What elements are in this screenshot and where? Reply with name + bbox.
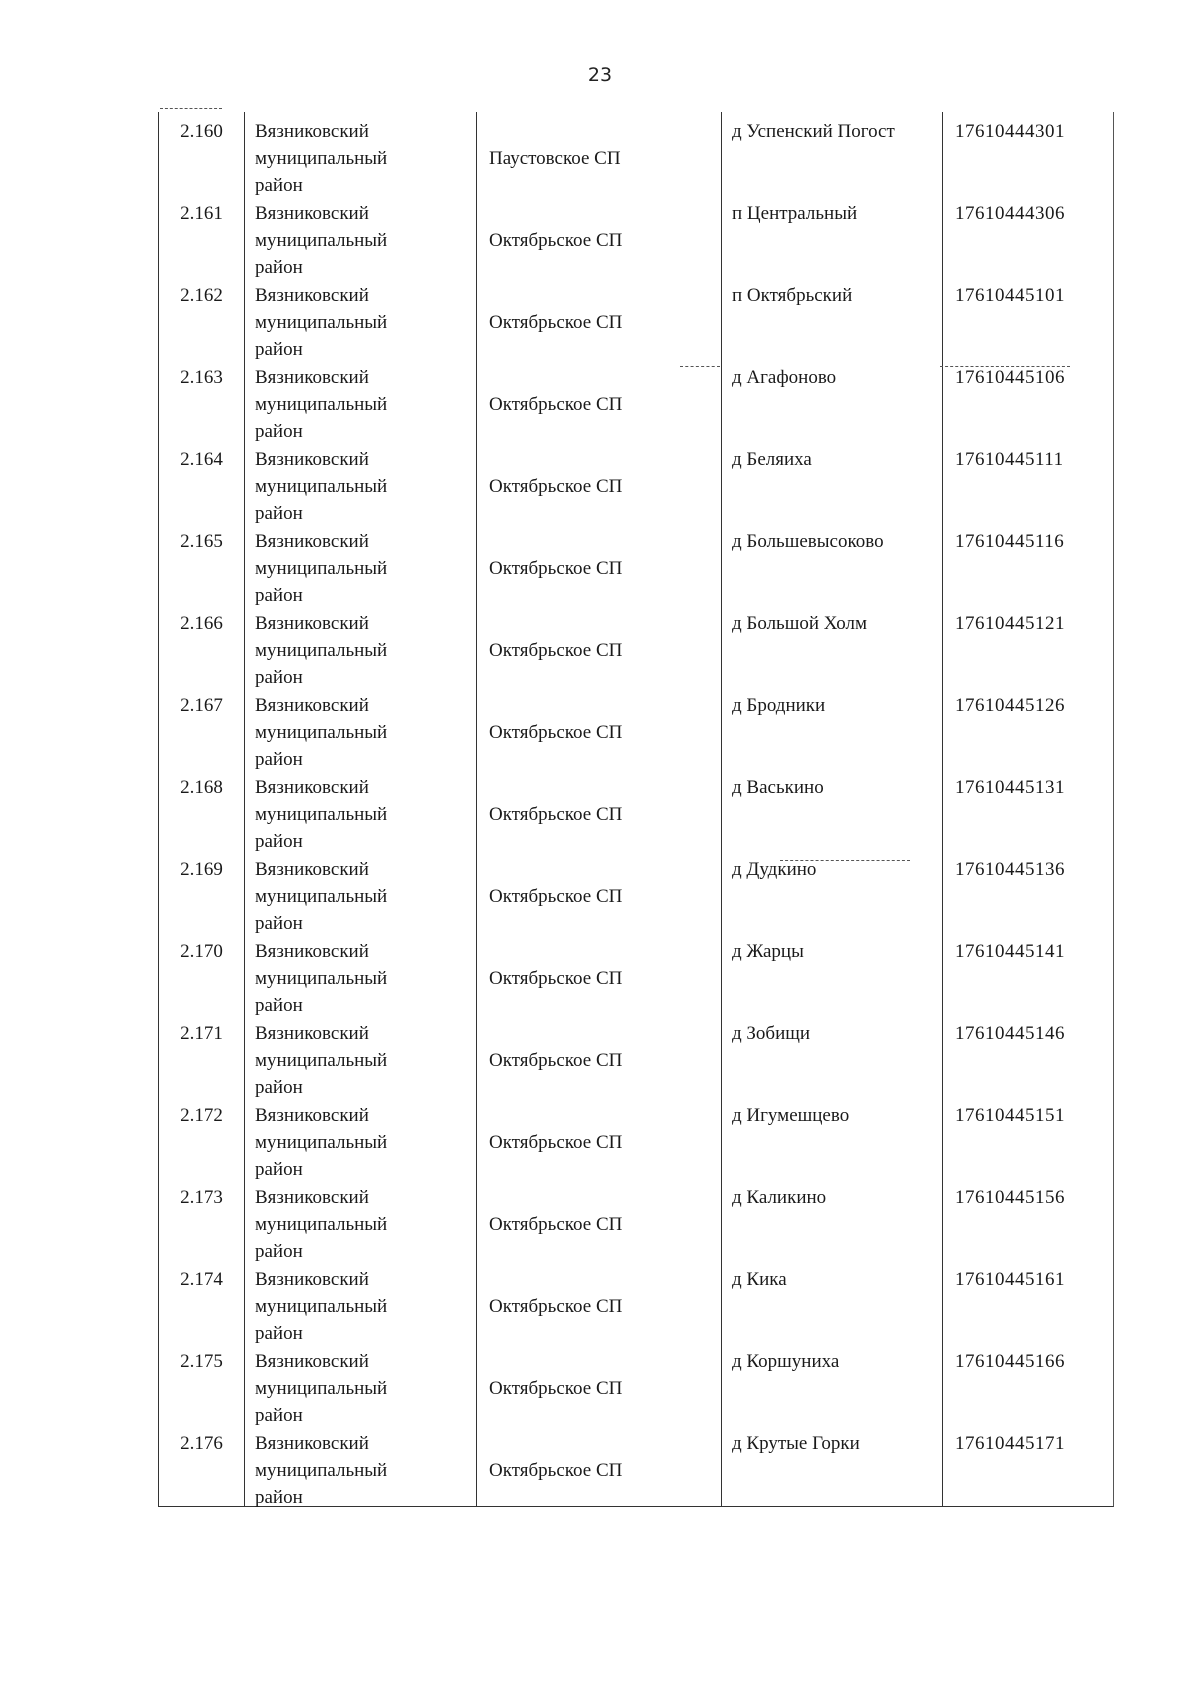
row-number: 2.160 [159, 112, 245, 194]
oktmo-code-cell: 17610445151 [955, 1105, 1065, 1126]
row-number: 2.174 [159, 1260, 245, 1342]
district-line: район [255, 1487, 303, 1508]
place-cell: д Зобищи [722, 1014, 943, 1096]
district-line: Вязниковский [255, 367, 369, 388]
district-line: район [255, 585, 303, 606]
row-number: 2.164 [159, 440, 245, 522]
row-number: 2.176 [159, 1424, 245, 1506]
settlement-cell: Октябрьское СП [477, 1424, 722, 1506]
district-line: район [255, 667, 303, 688]
district-cell [245, 850, 477, 932]
place-cell: д Большевысоково [722, 522, 943, 604]
oktmo-code-cell: 17610445161 [955, 1269, 1065, 1290]
oktmo-code-cell: 17610445141 [955, 941, 1065, 962]
district-cell [245, 1014, 477, 1096]
table-row [159, 1424, 1113, 1506]
place-cell: д Крутые Горки [722, 1424, 943, 1506]
oktmo-code-cell: 17610445101 [955, 285, 1065, 306]
settlement-cell: Октябрьское СП [477, 440, 722, 522]
district-line: район [255, 339, 303, 360]
settlement-cell: Октябрьское СП [477, 194, 722, 276]
row-number: 2.167 [159, 686, 245, 768]
district-cell [245, 1178, 477, 1260]
settlement-cell: Октябрьское СП [477, 1342, 722, 1424]
settlement-cell: Октябрьское СП [477, 358, 722, 440]
district-line: район [255, 831, 303, 852]
district-cell [245, 194, 477, 276]
district-cell [245, 604, 477, 686]
place-cell: д Беляиха [722, 440, 943, 522]
place-cell: д Агафоново [722, 358, 943, 440]
district-line: муниципальный [255, 640, 388, 661]
oktmo-code-cell: 17610445171 [955, 1433, 1065, 1454]
district-line: муниципальный [255, 1296, 388, 1317]
district-cell [245, 1342, 477, 1424]
district-line: Вязниковский [255, 695, 369, 716]
row-number: 2.172 [159, 1096, 245, 1178]
district-line: Вязниковский [255, 1105, 369, 1126]
place-cell: д Кика [722, 1260, 943, 1342]
table-row [159, 1014, 1113, 1096]
district-cell [245, 1096, 477, 1178]
district-line: Вязниковский [255, 285, 369, 306]
table-row [159, 850, 1113, 932]
table-row [159, 440, 1113, 522]
district-line: муниципальный [255, 1214, 388, 1235]
district-line: муниципальный [255, 886, 388, 907]
district-line: Вязниковский [255, 121, 369, 142]
row-number: 2.169 [159, 850, 245, 932]
district-line: муниципальный [255, 312, 388, 333]
settlement-cell: Октябрьское СП [477, 768, 722, 850]
district-line: Вязниковский [255, 531, 369, 552]
oktmo-code-cell: 17610444301 [955, 121, 1065, 142]
district-line: район [255, 503, 303, 524]
place-cell: п Октябрьский [722, 276, 943, 358]
table-row [159, 932, 1113, 1014]
district-line: муниципальный [255, 804, 388, 825]
table-row [159, 194, 1113, 276]
table-row [159, 112, 1113, 194]
district-cell [245, 112, 477, 194]
scan-artifact [780, 860, 910, 861]
table-row [159, 522, 1113, 604]
table-row [159, 686, 1113, 768]
table-row [159, 768, 1113, 850]
district-line: Вязниковский [255, 941, 369, 962]
district-line: район [255, 175, 303, 196]
district-line: район [255, 1323, 303, 1344]
settlement-cell: Октябрьское СП [477, 604, 722, 686]
place-cell: д Игумешцево [722, 1096, 943, 1178]
district-line: район [255, 749, 303, 770]
district-cell [245, 358, 477, 440]
place-cell: д Васькино [722, 768, 943, 850]
district-line: Вязниковский [255, 777, 369, 798]
row-number: 2.171 [159, 1014, 245, 1096]
district-line: район [255, 421, 303, 442]
oktmo-code-cell: 17610445131 [955, 777, 1065, 798]
place-cell: д Большой Холм [722, 604, 943, 686]
oktmo-code-cell: 17610445106 [955, 367, 1065, 388]
district-line: муниципальный [255, 476, 388, 497]
district-cell [245, 522, 477, 604]
row-number: 2.166 [159, 604, 245, 686]
district-line: муниципальный [255, 1378, 388, 1399]
district-cell [245, 932, 477, 1014]
table-row [159, 276, 1113, 358]
row-number: 2.173 [159, 1178, 245, 1260]
place-cell: п Центральный [722, 194, 943, 276]
district-line: Вязниковский [255, 859, 369, 880]
table-row [159, 1178, 1113, 1260]
settlement-cell: Октябрьское СП [477, 1014, 722, 1096]
row-number: 2.162 [159, 276, 245, 358]
oktmo-code-cell: 17610445166 [955, 1351, 1065, 1372]
place-cell: д Коршуниха [722, 1342, 943, 1424]
table-row [159, 358, 1113, 440]
district-line: район [255, 913, 303, 934]
row-number: 2.168 [159, 768, 245, 850]
settlement-cell: Октябрьское СП [477, 686, 722, 768]
page-number: 23 [587, 64, 613, 86]
district-line: муниципальный [255, 722, 388, 743]
table-row [159, 1096, 1113, 1178]
settlement-cell: Октябрьское СП [477, 276, 722, 358]
district-line: Вязниковский [255, 613, 369, 634]
place-cell: д Успенский Погост [722, 112, 943, 194]
place-cell: д Каликино [722, 1178, 943, 1260]
place-cell: д Бродники [722, 686, 943, 768]
district-line: район [255, 1159, 303, 1180]
district-line: муниципальный [255, 1132, 388, 1153]
scan-artifact [940, 366, 1070, 367]
district-line: Вязниковский [255, 1351, 369, 1372]
row-number: 2.175 [159, 1342, 245, 1424]
district-line: Вязниковский [255, 1187, 369, 1208]
table-row [159, 1260, 1113, 1342]
table-row [159, 1342, 1113, 1424]
scan-artifact [160, 108, 222, 109]
district-line: район [255, 1241, 303, 1262]
row-number: 2.161 [159, 194, 245, 276]
district-line: район [255, 995, 303, 1016]
oktmo-code-cell: 17610445116 [955, 531, 1065, 552]
district-cell [245, 440, 477, 522]
district-line: муниципальный [255, 394, 388, 415]
district-line: Вязниковский [255, 1023, 369, 1044]
district-line: район [255, 1405, 303, 1426]
district-cell [245, 686, 477, 768]
oktmo-code-cell: 17610444306 [955, 203, 1065, 224]
scan-artifact [680, 366, 720, 367]
settlement-cell: Октябрьское СП [477, 1096, 722, 1178]
district-cell [245, 1424, 477, 1506]
settlement-cell: Октябрьское СП [477, 1260, 722, 1342]
settlement-cell: Октябрьское СП [477, 850, 722, 932]
district-line: муниципальный [255, 1050, 388, 1071]
place-cell: д Жарцы [722, 932, 943, 1014]
oktmo-code-cell: 17610445136 [955, 859, 1065, 880]
district-line: муниципальный [255, 148, 388, 169]
district-line: Вязниковский [255, 1269, 369, 1290]
oktmo-code-cell: 17610445121 [955, 613, 1065, 634]
district-line: район [255, 257, 303, 278]
district-line: район [255, 1077, 303, 1098]
district-cell [245, 768, 477, 850]
row-number: 2.170 [159, 932, 245, 1014]
district-cell [245, 1260, 477, 1342]
oktmo-code-cell: 17610445156 [955, 1187, 1065, 1208]
district-line: муниципальный [255, 1460, 388, 1481]
district-line: муниципальный [255, 558, 388, 579]
place-cell: д Дудкино [722, 850, 943, 932]
district-line: Вязниковский [255, 1433, 369, 1454]
settlement-cell: Паустовское СП [477, 112, 722, 194]
district-cell [245, 276, 477, 358]
row-number: 2.163 [159, 358, 245, 440]
settlements-table [158, 112, 1114, 1507]
district-line: Вязниковский [255, 449, 369, 470]
district-line: Вязниковский [255, 203, 369, 224]
row-number: 2.165 [159, 522, 245, 604]
table-row [159, 604, 1113, 686]
oktmo-code-cell: 17610445146 [955, 1023, 1065, 1044]
district-line: муниципальный [255, 968, 388, 989]
oktmo-code-cell: 17610445126 [955, 695, 1065, 716]
settlement-cell: Октябрьское СП [477, 1178, 722, 1260]
settlement-cell: Октябрьское СП [477, 932, 722, 1014]
district-line: муниципальный [255, 230, 388, 251]
oktmo-code-cell: 17610445111 [955, 449, 1064, 470]
settlement-cell: Октябрьское СП [477, 522, 722, 604]
